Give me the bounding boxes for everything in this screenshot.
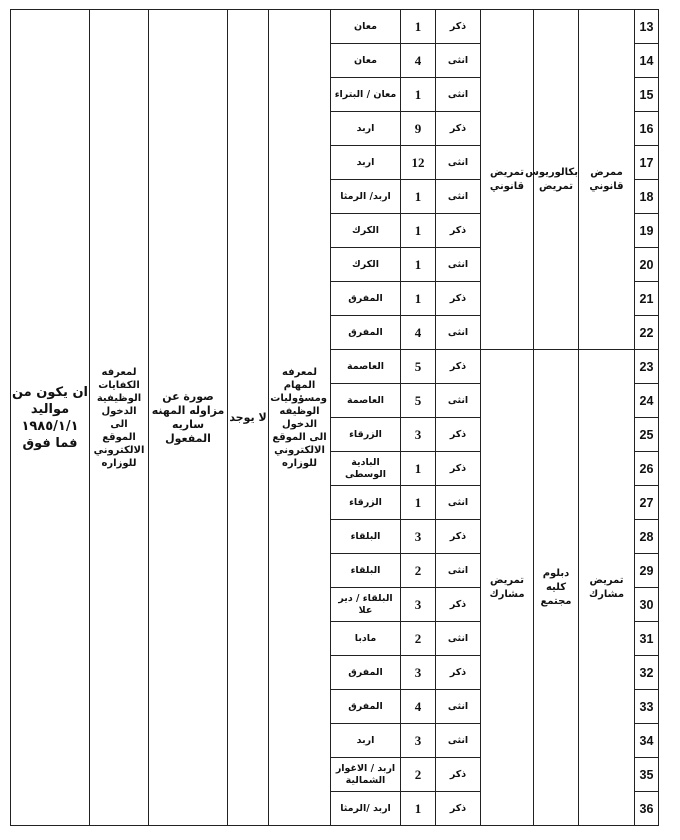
gender-cell: انثى	[436, 316, 481, 350]
documents-cell: صورة عن مزاوله المهنه ساريه المفعول	[149, 10, 228, 826]
age-requirement-cell: ان يكون من مواليد ١٩٨٥/١/١ فما فوق	[11, 10, 90, 826]
region-cell: المفرق	[331, 282, 401, 316]
vacancy-count-cell: 3	[401, 520, 436, 554]
row-number: 22	[635, 316, 659, 350]
vacancy-count-cell: 5	[401, 384, 436, 418]
vacancy-count-cell: 4	[401, 316, 436, 350]
region-cell: البادية الوسطى	[331, 452, 401, 486]
gender-cell: انثى	[436, 248, 481, 282]
job-title-cell: تمريض مشارك	[579, 350, 635, 826]
region-cell: البلقاء	[331, 554, 401, 588]
row-number: 33	[635, 690, 659, 724]
row-number: 29	[635, 554, 659, 588]
row-number: 21	[635, 282, 659, 316]
region-cell: معان	[331, 44, 401, 78]
region-cell: اربد	[331, 146, 401, 180]
row-number: 26	[635, 452, 659, 486]
vacancy-count-cell: 2	[401, 622, 436, 656]
specialization-cell: تمريض مشارك	[481, 350, 534, 826]
gender-cell: ذكر	[436, 452, 481, 486]
row-number: 24	[635, 384, 659, 418]
gender-cell: انثى	[436, 486, 481, 520]
row-number: 20	[635, 248, 659, 282]
row-number: 28	[635, 520, 659, 554]
region-cell: العاصمة	[331, 384, 401, 418]
region-cell: المفرق	[331, 690, 401, 724]
row-number: 32	[635, 656, 659, 690]
row-number: 31	[635, 622, 659, 656]
gender-cell: انثى	[436, 146, 481, 180]
vacancy-count-cell: 1	[401, 180, 436, 214]
table-row	[11, 10, 659, 44]
region-cell: المفرق	[331, 656, 401, 690]
region-cell: اربد / الاغوار الشمالية	[331, 758, 401, 792]
qualification-cell: دبلوم كليه مجتمع	[534, 350, 579, 826]
row-number: 23	[635, 350, 659, 384]
row-number: 17	[635, 146, 659, 180]
gender-cell: ذكر	[436, 758, 481, 792]
gender-cell: انثى	[436, 44, 481, 78]
region-cell: البلقاء	[331, 520, 401, 554]
region-cell: الكرك	[331, 214, 401, 248]
job-title-cell: ممرض قانوني	[579, 10, 635, 350]
region-cell: العاصمة	[331, 350, 401, 384]
row-number: 34	[635, 724, 659, 758]
gender-cell: انثى	[436, 78, 481, 112]
vacancy-count-cell: 5	[401, 350, 436, 384]
row-number: 18	[635, 180, 659, 214]
region-cell: الكرك	[331, 248, 401, 282]
row-number: 19	[635, 214, 659, 248]
vacancy-count-cell: 1	[401, 10, 436, 44]
row-number: 30	[635, 588, 659, 622]
gender-cell: انثى	[436, 622, 481, 656]
gender-cell: انثى	[436, 384, 481, 418]
row-number: 16	[635, 112, 659, 146]
region-cell: البلقاء / دير علا	[331, 588, 401, 622]
gender-cell: انثى	[436, 724, 481, 758]
gender-cell: ذكر	[436, 10, 481, 44]
vacancy-count-cell: 3	[401, 724, 436, 758]
gender-cell: ذكر	[436, 350, 481, 384]
job-tasks-cell: لمعرفه المهام ومسؤوليات الوظيفه الدخول الى الموقع الالكتروني للوزاره	[269, 10, 331, 826]
gender-cell: ذكر	[436, 656, 481, 690]
gender-cell: ذكر	[436, 214, 481, 248]
gender-cell: ذكر	[436, 112, 481, 146]
vacancy-count-cell: 1	[401, 214, 436, 248]
vacancy-count-cell: 3	[401, 418, 436, 452]
region-cell: الزرقاء	[331, 418, 401, 452]
row-number: 14	[635, 44, 659, 78]
vacancy-count-cell: 1	[401, 282, 436, 316]
region-cell: معان	[331, 10, 401, 44]
region-cell: المفرق	[331, 316, 401, 350]
vacancy-count-cell: 9	[401, 112, 436, 146]
competencies-cell: لمعرفه الكفايات الوظيفية الدخول الى الموقع الالكتروني للوزاره	[90, 10, 149, 826]
vacancy-count-cell: 1	[401, 452, 436, 486]
vacancy-count-cell: 1	[401, 248, 436, 282]
qualification-cell: بكالوريوس تمريض	[534, 10, 579, 350]
jobs-table-body	[11, 10, 659, 826]
row-number: 27	[635, 486, 659, 520]
region-cell: اربد	[331, 724, 401, 758]
vacancy-count-cell: 4	[401, 690, 436, 724]
gender-cell: ذكر	[436, 282, 481, 316]
region-cell: اربد /الرمثا	[331, 792, 401, 826]
gender-cell: ذكر	[436, 418, 481, 452]
row-number: 35	[635, 758, 659, 792]
gender-cell: انثى	[436, 554, 481, 588]
vacancy-count-cell: 2	[401, 758, 436, 792]
region-cell: معان / البتراء	[331, 78, 401, 112]
jobs-table-page	[10, 9, 658, 825]
row-number: 15	[635, 78, 659, 112]
gender-cell: انثى	[436, 180, 481, 214]
vacancy-count-cell: 3	[401, 588, 436, 622]
vacancy-count-cell: 4	[401, 44, 436, 78]
gender-cell: انثى	[436, 690, 481, 724]
row-number: 25	[635, 418, 659, 452]
vacancy-count-cell: 1	[401, 78, 436, 112]
experience-cell: لا يوجد	[228, 10, 269, 826]
specialization-cell: تمريض قانوني	[481, 10, 534, 350]
vacancy-count-cell: 1	[401, 792, 436, 826]
vacancy-count-cell: 2	[401, 554, 436, 588]
row-number: 36	[635, 792, 659, 826]
gender-cell: ذكر	[436, 520, 481, 554]
gender-cell: ذكر	[436, 588, 481, 622]
vacancy-count-cell: 12	[401, 146, 436, 180]
gender-cell: ذكر	[436, 792, 481, 826]
region-cell: اربد/ الرمثا	[331, 180, 401, 214]
vacancy-count-cell: 3	[401, 656, 436, 690]
vacancy-count-cell: 1	[401, 486, 436, 520]
row-number: 13	[635, 10, 659, 44]
jobs-table	[10, 9, 659, 826]
region-cell: اربد	[331, 112, 401, 146]
region-cell: الزرقاء	[331, 486, 401, 520]
region-cell: مادبا	[331, 622, 401, 656]
